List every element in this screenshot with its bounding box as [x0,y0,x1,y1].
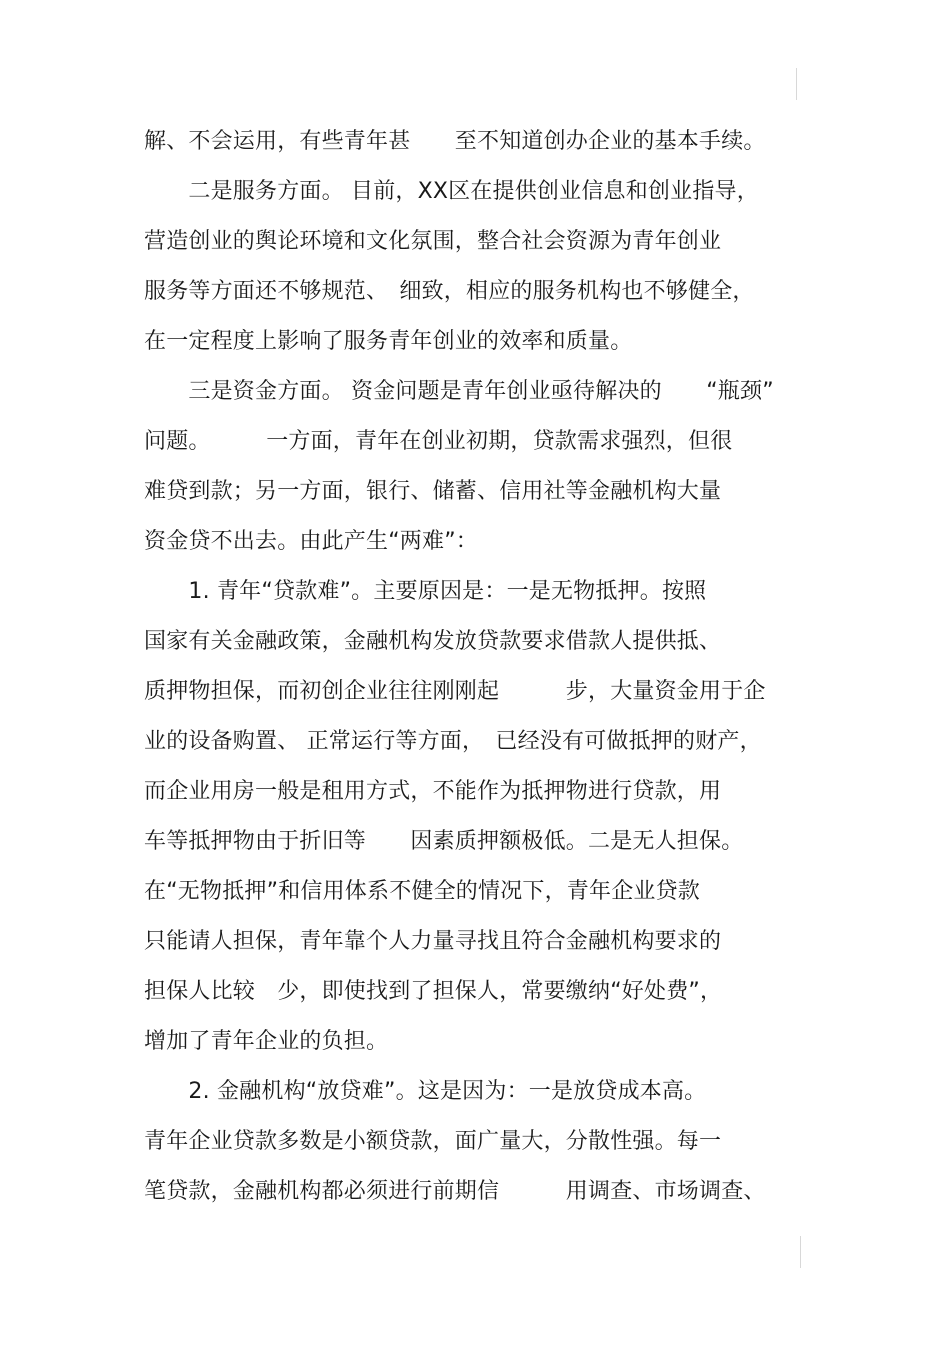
text-line: 笔贷款，金融机构都必须进行前期信 用调查、市场调查、 [144,1179,766,1204]
page-corner-mark-top [796,68,797,100]
text-line: 资金贷不出去。由此产生“两难”： [144,529,478,554]
text-line: 业的设备购置、 正常运行等方面， 已经没有可做抵押的财产， [144,729,762,754]
text-line: 而企业用房一般是租用方式，不能作为抵押物进行贷款，用 [144,779,722,804]
text-line: 增加了青年企业的负担。 [144,1029,389,1054]
text-line: 三是资金方面。 资金问题是青年创业亟待解决的 “瓶颈” [144,379,774,404]
text-line: 担保人比较 少，即使找到了担保人，常要缴纳“好处费”， [144,979,723,1004]
text-line: 2. 金融机构“放贷难”。这是因为：一是放贷成本高。 [144,1079,707,1104]
text-line: 1. 青年“贷款难”。主要原因是：一是无物抵押。按照 [144,579,707,604]
text-line: 质押物担保，而初创企业往往刚刚起 步，大量资金用于企 [144,679,766,704]
text-line: 在“无物抵押”和信用体系不健全的情况下，青年企业贷款 [144,879,700,904]
text-line: 国家有关金融政策，金融机构发放贷款要求借款人提供抵、 [144,629,722,654]
text-line: 只能请人担保，青年靠个人力量寻找且符合金融机构要求的 [144,929,722,954]
text-line: 服务等方面还不够规范、 细致，相应的服务机构也不够健全， [144,279,755,304]
text-line: 解、不会运用，有些青年甚 至不知道创办企业的基本手续。 [144,129,766,154]
text-line: 青年企业贷款多数是小额贷款，面广量大，分散性强。每一 [144,1129,722,1154]
text-line: 车等抵押物由于折旧等 因素质押额极低。二是无人担保。 [144,829,744,854]
page-corner-mark-bottom [800,1236,801,1268]
text-line: 难贷到款；另一方面，银行、储蓄、信用社等金融机构大量 [144,479,722,504]
text-line: 在一定程度上影响了服务青年创业的效率和质量。 [144,329,633,354]
text-line: 问题。 一方面，青年在创业初期，贷款需求强烈，但很 [144,429,733,454]
text-line: 二是服务方面。 目前，XX区在提供创业信息和创业指导， [144,179,759,204]
text-line: 营造创业的舆论环境和文化氛围，整合社会资源为青年创业 [144,229,722,254]
